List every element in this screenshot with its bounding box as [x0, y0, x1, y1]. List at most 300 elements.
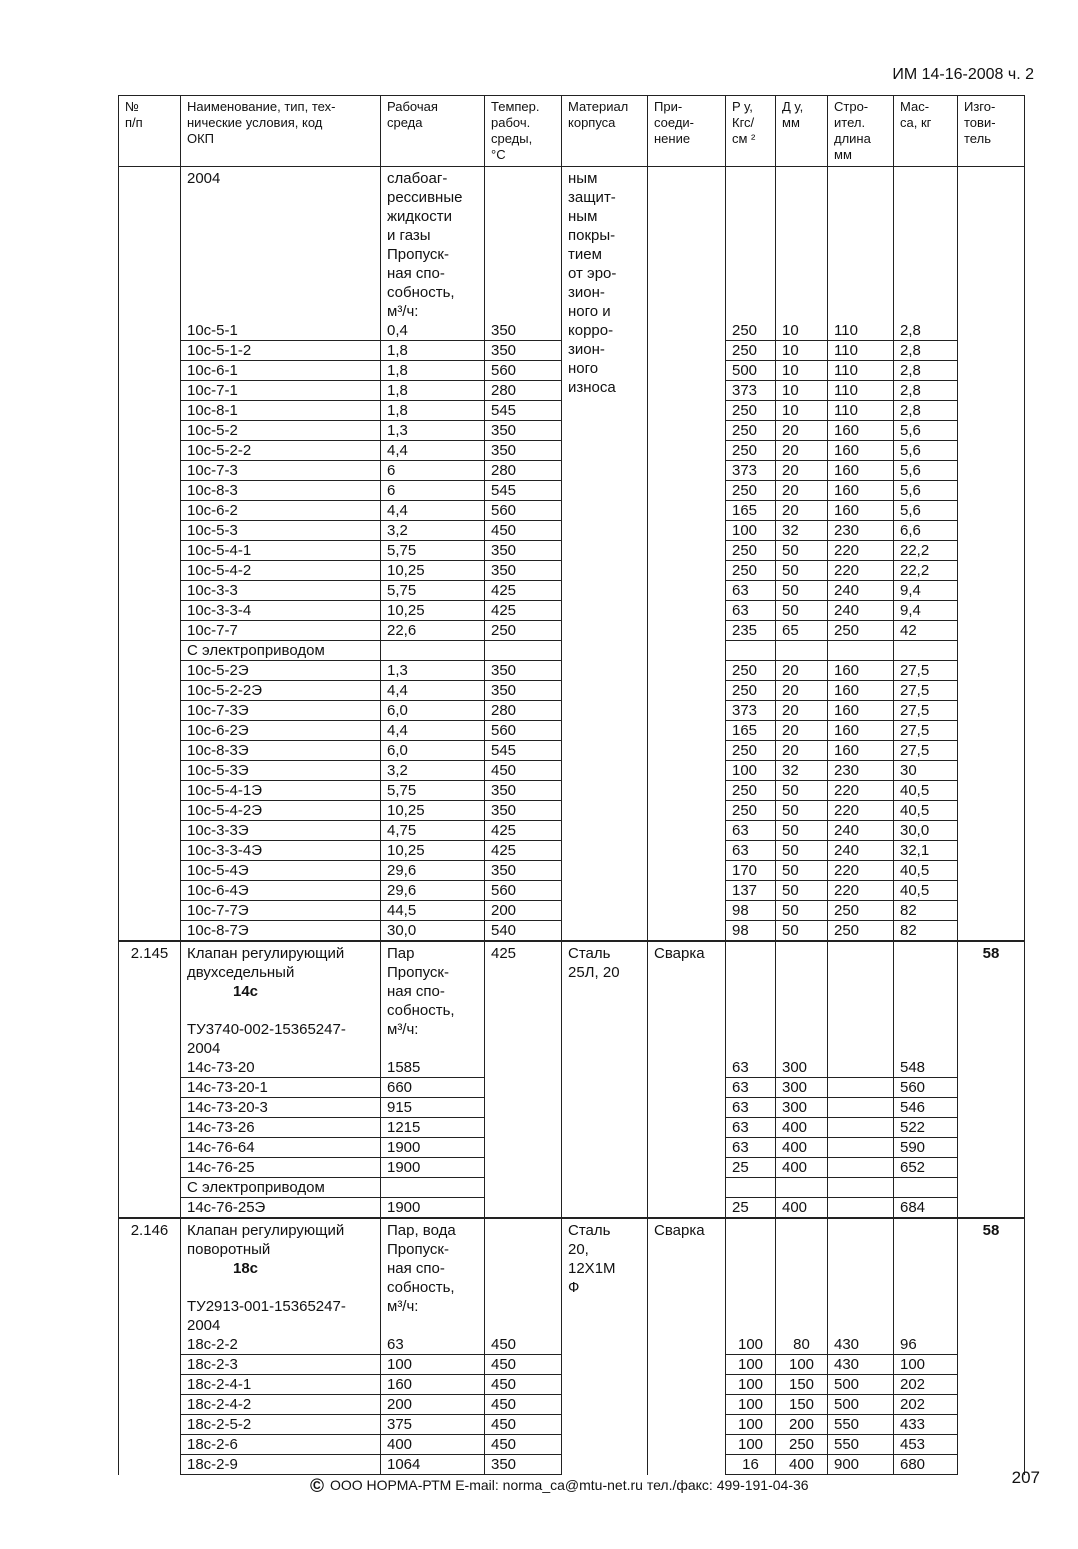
header-line: тель — [964, 131, 991, 146]
diameter-cell: 65 — [776, 621, 828, 641]
cell-line: Пропуск- — [387, 246, 449, 263]
diameter-cell: 50 — [776, 781, 828, 801]
length-cell: 250 — [828, 621, 894, 641]
pressure-cell: 235 — [726, 621, 776, 641]
diameter-cell: 50 — [776, 921, 828, 942]
col-name-header — [181, 96, 381, 167]
temp-cell: 450 — [485, 1395, 562, 1415]
name-cell: 18с-2-4-1 — [181, 1375, 381, 1395]
pressure-cell: 25 — [726, 1158, 776, 1178]
mass-cell: 30 — [894, 761, 958, 781]
diameter-cell: 20 — [776, 501, 828, 521]
name-cell: 18с-2-6 — [181, 1435, 381, 1455]
name-cell: 10с-8-1 — [181, 401, 381, 421]
pressure-cell: 373 — [726, 701, 776, 721]
medium-cell — [381, 1218, 485, 1335]
header-line: Материал — [568, 99, 629, 114]
name-cell: 10с-5-2Э — [181, 661, 381, 681]
header-line: см ² — [732, 131, 756, 146]
mass-cell: 5,6 — [894, 461, 958, 481]
medium-cell: 29,6 — [381, 861, 485, 881]
medium-cell: 5,75 — [381, 541, 485, 561]
header-line: длина — [834, 131, 871, 146]
mass-cell: 9,4 — [894, 601, 958, 621]
header-line: Мас- — [900, 99, 930, 114]
mass-cell: 22,2 — [894, 561, 958, 581]
pressure-cell: 373 — [726, 381, 776, 401]
diameter-cell: 400 — [776, 1158, 828, 1178]
mass-cell: 40,5 — [894, 861, 958, 881]
medium-cell: 5,75 — [381, 581, 485, 601]
cell-line: 20, — [568, 1241, 589, 1258]
name-cell: 18с-2-4-2 — [181, 1395, 381, 1415]
header-line: Наименование, тип, тех- — [187, 99, 336, 114]
diameter-cell: 20 — [776, 421, 828, 441]
mass-cell: 40,5 — [894, 881, 958, 901]
num-cell: 2.146 — [119, 1218, 181, 1475]
cell-line: покры- — [568, 227, 616, 244]
length-cell: 110 — [828, 381, 894, 401]
header-line: нение — [654, 131, 691, 146]
length-cell: 230 — [828, 761, 894, 781]
medium-cell: 10,25 — [381, 561, 485, 581]
mass-cell: 5,6 — [894, 501, 958, 521]
col-num-header — [119, 96, 181, 167]
num-cell — [119, 167, 181, 942]
mass-cell: 680 — [894, 1455, 958, 1475]
temp-cell — [485, 641, 562, 661]
cell-line: 18с — [232, 1260, 259, 1277]
col-medium-header — [381, 96, 485, 167]
diameter-cell: 150 — [776, 1375, 828, 1395]
diameter-cell: 20 — [776, 741, 828, 761]
temp-cell: 425 — [485, 601, 562, 621]
medium-cell: 30,0 — [381, 921, 485, 942]
pressure-cell: 63 — [726, 1078, 776, 1098]
mass-cell: 27,5 — [894, 681, 958, 701]
mass-cell: 82 — [894, 921, 958, 942]
length-cell: 550 — [828, 1435, 894, 1455]
cell-line: м³/ч: — [387, 1021, 419, 1038]
mass-cell: 27,5 — [894, 741, 958, 761]
length-cell: 160 — [828, 661, 894, 681]
footer — [310, 1476, 809, 1498]
mass-cell: 40,5 — [894, 781, 958, 801]
diameter-cell: 50 — [776, 901, 828, 921]
name-cell: 10с-3-3-4 — [181, 601, 381, 621]
pressure-cell: 170 — [726, 861, 776, 881]
diameter-cell: 50 — [776, 821, 828, 841]
header-line: среда — [387, 115, 423, 130]
medium-cell: 1900 — [381, 1198, 485, 1219]
header-line: Д у, — [782, 99, 804, 114]
diameter-cell: 10 — [776, 341, 828, 361]
medium-cell: 10,25 — [381, 841, 485, 861]
diameter-cell: 400 — [776, 1118, 828, 1138]
medium-cell: 1900 — [381, 1158, 485, 1178]
cell-line: ТУ3740-002-15365247- — [187, 1021, 346, 1038]
cell-line: Пропуск- — [387, 1241, 449, 1258]
pressure-cell: 16 — [726, 1455, 776, 1475]
cell-line: ным — [568, 208, 598, 225]
pressure-cell: 100 — [726, 1335, 776, 1355]
name-cell: 2004 — [181, 167, 381, 322]
name-cell: 10с-5-4-1 — [181, 541, 381, 561]
pressure-cell: 63 — [726, 601, 776, 621]
table-row — [119, 167, 1025, 322]
diameter-cell: 50 — [776, 561, 828, 581]
medium-cell: 63 — [381, 1335, 485, 1355]
maker-cell: 58 — [958, 941, 1025, 1218]
length-cell: 110 — [828, 361, 894, 381]
length-cell — [828, 1078, 894, 1098]
page-number: 207 — [1011, 1468, 1040, 1487]
temp-cell: 200 — [485, 901, 562, 921]
temp-cell: 280 — [485, 701, 562, 721]
medium-cell: 200 — [381, 1395, 485, 1415]
diameter-cell — [776, 641, 828, 661]
medium-cell: 1585 — [381, 1058, 485, 1078]
table-cell — [894, 167, 958, 322]
length-cell — [828, 1198, 894, 1219]
valve-spec-table — [118, 95, 1025, 1475]
pressure-cell: 63 — [726, 1098, 776, 1118]
medium-cell: 4,75 — [381, 821, 485, 841]
name-cell: 18с-2-3 — [181, 1355, 381, 1375]
table-header — [119, 96, 1025, 167]
cell-line: Пар — [387, 945, 415, 962]
name-cell: 10с-5-4-1Э — [181, 781, 381, 801]
cell-line: Ф — [568, 1279, 580, 1296]
name-cell: 10с-7-1 — [181, 381, 381, 401]
cell-line: зион- — [568, 284, 605, 301]
header-line: мм — [782, 115, 800, 130]
maker-cell — [958, 167, 1025, 942]
cell-line: жидкости — [387, 208, 452, 225]
temp-cell: 545 — [485, 401, 562, 421]
diameter-cell: 10 — [776, 401, 828, 421]
length-cell: 160 — [828, 501, 894, 521]
mass-cell: 684 — [894, 1198, 958, 1219]
header-line: ОКП — [187, 131, 215, 146]
pressure-cell: 63 — [726, 821, 776, 841]
mass-cell: 652 — [894, 1158, 958, 1178]
medium-cell: 915 — [381, 1098, 485, 1118]
diameter-cell: 50 — [776, 881, 828, 901]
temp-cell: 560 — [485, 501, 562, 521]
table-body — [119, 167, 1025, 1475]
header-line: нические условия, код — [187, 115, 323, 130]
cell-line: собность, — [387, 1279, 455, 1296]
medium-cell — [381, 167, 485, 322]
length-cell: 900 — [828, 1455, 894, 1475]
name-cell: 10с-8-7Э — [181, 921, 381, 942]
length-cell: 160 — [828, 681, 894, 701]
temp-cell: 560 — [485, 881, 562, 901]
pressure-cell: 250 — [726, 801, 776, 821]
name-cell: 10с-7-3 — [181, 461, 381, 481]
medium-cell: 660 — [381, 1078, 485, 1098]
diameter-cell: 100 — [776, 1355, 828, 1375]
length-cell: 430 — [828, 1355, 894, 1375]
pressure-cell: 250 — [726, 481, 776, 501]
pressure-cell: 250 — [726, 561, 776, 581]
mass-cell: 560 — [894, 1078, 958, 1098]
name-cell: 14с-76-64 — [181, 1138, 381, 1158]
table-row — [119, 1218, 1025, 1335]
copyright-icon: © — [310, 1476, 324, 1497]
document-code: ИМ 14-16-2008 ч. 2 — [892, 66, 1034, 83]
temp-cell: 560 — [485, 721, 562, 741]
col-mass-header — [894, 96, 958, 167]
connection-cell — [648, 167, 726, 942]
medium-cell: 4,4 — [381, 501, 485, 521]
mass-cell: 9,4 — [894, 581, 958, 601]
medium-cell: 1,3 — [381, 661, 485, 681]
table-cell — [776, 167, 828, 322]
length-cell: 230 — [828, 521, 894, 541]
table-cell — [828, 1218, 894, 1335]
name-cell: 10с-5-4-2 — [181, 561, 381, 581]
header-line: п/п — [125, 115, 143, 130]
pressure-cell: 250 — [726, 681, 776, 701]
medium-cell: 1215 — [381, 1118, 485, 1138]
temp-cell: 350 — [485, 541, 562, 561]
temp-cell: 250 — [485, 621, 562, 641]
length-cell — [828, 1058, 894, 1078]
header-line: среды, — [491, 131, 533, 146]
length-cell: 220 — [828, 561, 894, 581]
name-cell: 10с-5-2 — [181, 421, 381, 441]
mass-cell: 27,5 — [894, 701, 958, 721]
diameter-cell: 400 — [776, 1198, 828, 1219]
pressure-cell: 63 — [726, 1118, 776, 1138]
cell-line: рессивные — [387, 189, 463, 206]
length-cell: 220 — [828, 541, 894, 561]
temp-cell: 425 — [485, 581, 562, 601]
pressure-cell: 63 — [726, 1138, 776, 1158]
temp-cell: 450 — [485, 521, 562, 541]
cell-line: Клапан регулирующий двухседельный — [187, 945, 345, 981]
cell-line: Пар, вода — [387, 1222, 456, 1239]
pressure-cell: 250 — [726, 541, 776, 561]
table-cell — [726, 941, 776, 1058]
medium-cell — [381, 641, 485, 661]
pressure-cell: 137 — [726, 881, 776, 901]
diameter-cell: 80 — [776, 1335, 828, 1355]
pressure-cell: 250 — [726, 781, 776, 801]
mass-cell: 5,6 — [894, 421, 958, 441]
medium-cell: 160 — [381, 1375, 485, 1395]
name-cell: 10с-5-2-2 — [181, 441, 381, 461]
cell-line: корро- — [568, 322, 614, 339]
temp-cell: 560 — [485, 361, 562, 381]
cell-line: ная спо- — [387, 1260, 445, 1277]
table-cell — [828, 167, 894, 322]
length-cell: 250 — [828, 921, 894, 942]
mass-cell: 42 — [894, 621, 958, 641]
length-cell: 160 — [828, 421, 894, 441]
length-cell: 220 — [828, 801, 894, 821]
temp-cell: 425 — [485, 841, 562, 861]
name-cell: 14с-73-26 — [181, 1118, 381, 1138]
temp-cell: 450 — [485, 1375, 562, 1395]
name-cell: 10с-7-3Э — [181, 701, 381, 721]
cell-line: собность, — [387, 284, 455, 301]
medium-cell: 6,0 — [381, 741, 485, 761]
temp-cell: 280 — [485, 461, 562, 481]
temp-cell: 450 — [485, 1355, 562, 1375]
col-material-header — [562, 96, 648, 167]
name-cell: 10с-5-4-2Э — [181, 801, 381, 821]
temp-cell: 350 — [485, 341, 562, 361]
mass-cell: 82 — [894, 901, 958, 921]
diameter-cell: 20 — [776, 721, 828, 741]
medium-cell: 5,75 — [381, 781, 485, 801]
cell-line: ного — [568, 360, 599, 377]
medium-cell: 1,3 — [381, 421, 485, 441]
medium-cell — [381, 1178, 485, 1198]
medium-cell: 100 — [381, 1355, 485, 1375]
name-cell: 14с-73-20-1 — [181, 1078, 381, 1098]
cell-line: и газы — [387, 227, 431, 244]
medium-cell: 6 — [381, 461, 485, 481]
mass-cell: 202 — [894, 1375, 958, 1395]
name-cell: 18с-2-9 — [181, 1455, 381, 1475]
mass-cell: 30,0 — [894, 821, 958, 841]
name-cell: 14с-73-20 — [181, 1058, 381, 1078]
table-cell — [894, 941, 958, 1058]
temp-cell: 280 — [485, 381, 562, 401]
diameter-cell: 50 — [776, 801, 828, 821]
name-cell: 10с-7-7 — [181, 621, 381, 641]
header-line: °С — [491, 147, 506, 162]
mass-cell: 100 — [894, 1355, 958, 1375]
medium-cell: 3,2 — [381, 521, 485, 541]
mass-cell: 590 — [894, 1138, 958, 1158]
temp-cell: 350 — [485, 661, 562, 681]
diameter-cell — [776, 1178, 828, 1198]
header-line: тови- — [964, 115, 996, 130]
cell-line: Сталь — [568, 1222, 611, 1239]
temp-cell: 350 — [485, 781, 562, 801]
length-cell: 240 — [828, 601, 894, 621]
diameter-cell: 10 — [776, 361, 828, 381]
medium-cell: 10,25 — [381, 801, 485, 821]
temp-cell: 425 — [485, 941, 562, 1218]
medium-cell: 6 — [381, 481, 485, 501]
temp-cell — [485, 1218, 562, 1335]
cell-line: 2004 — [187, 1317, 221, 1334]
header-line: Изго- — [964, 99, 996, 114]
name-cell: 10с-6-2Э — [181, 721, 381, 741]
cell-line: зион- — [568, 341, 605, 358]
pressure-cell: 100 — [726, 521, 776, 541]
name-cell: 10с-7-7Э — [181, 901, 381, 921]
length-cell: 220 — [828, 781, 894, 801]
name-cell — [181, 941, 381, 1058]
name-cell: 10с-8-3 — [181, 481, 381, 501]
mass-cell: 5,6 — [894, 441, 958, 461]
header-line: Рабочая — [387, 99, 438, 114]
material-cell — [562, 1218, 648, 1475]
cell-line: м³/ч: — [387, 303, 419, 320]
pressure-cell: 25 — [726, 1198, 776, 1219]
diameter-cell: 20 — [776, 481, 828, 501]
mass-cell: 22,2 — [894, 541, 958, 561]
header-line: са, кг — [900, 115, 932, 130]
mass-cell: 27,5 — [894, 661, 958, 681]
length-cell: 500 — [828, 1395, 894, 1415]
length-cell: 500 — [828, 1375, 894, 1395]
medium-cell: 10,25 — [381, 601, 485, 621]
header-line: корпуса — [568, 115, 616, 130]
col-length-header — [828, 96, 894, 167]
diameter-cell: 50 — [776, 861, 828, 881]
name-cell: 10с-3-3 — [181, 581, 381, 601]
col-connection-header — [648, 96, 726, 167]
diameter-cell: 50 — [776, 581, 828, 601]
name-cell: 10с-5-1-2 — [181, 341, 381, 361]
medium-cell: 1064 — [381, 1455, 485, 1475]
medium-cell: 29,6 — [381, 881, 485, 901]
material-cell — [562, 941, 648, 1218]
diameter-cell: 300 — [776, 1098, 828, 1118]
table-cell — [776, 1218, 828, 1335]
pressure-cell — [726, 1178, 776, 1198]
length-cell: 160 — [828, 441, 894, 461]
table-cell — [894, 1218, 958, 1335]
pressure-cell: 250 — [726, 741, 776, 761]
diameter-cell: 150 — [776, 1395, 828, 1415]
temp-cell: 350 — [485, 1455, 562, 1475]
cell-line: износа — [568, 379, 616, 396]
name-cell: 10с-6-4Э — [181, 881, 381, 901]
temp-cell: 350 — [485, 801, 562, 821]
name-cell — [181, 1218, 381, 1335]
cell-line: 14с — [232, 983, 259, 1000]
temp-cell: 350 — [485, 561, 562, 581]
medium-cell — [381, 941, 485, 1058]
name-cell: 10с-6-1 — [181, 361, 381, 381]
name-cell: 18с-2-5-2 — [181, 1415, 381, 1435]
mass-cell: 522 — [894, 1118, 958, 1138]
length-cell: 220 — [828, 881, 894, 901]
connection-cell: Сварка — [648, 941, 726, 1218]
mass-cell — [894, 1178, 958, 1198]
pressure-cell: 100 — [726, 1435, 776, 1455]
length-cell: 160 — [828, 701, 894, 721]
temp-cell: 450 — [485, 1435, 562, 1455]
medium-cell: 1,8 — [381, 381, 485, 401]
mass-cell: 2,8 — [894, 321, 958, 341]
table-cell — [726, 1218, 776, 1335]
maker-cell: 58 — [958, 1218, 1025, 1475]
length-cell: 160 — [828, 481, 894, 501]
length-cell: 240 — [828, 841, 894, 861]
header-line: соеди- — [654, 115, 694, 130]
connection-cell: Сварка — [648, 1218, 726, 1475]
temp-cell: 350 — [485, 321, 562, 341]
temp-cell: 545 — [485, 741, 562, 761]
cell-line: м³/ч: — [387, 1298, 419, 1315]
table-cell — [726, 167, 776, 322]
length-cell: 220 — [828, 861, 894, 881]
pressure-cell: 373 — [726, 461, 776, 481]
col-maker-header — [958, 96, 1025, 167]
cell-line: 12Х1М — [568, 1260, 616, 1277]
diameter-cell: 400 — [776, 1138, 828, 1158]
